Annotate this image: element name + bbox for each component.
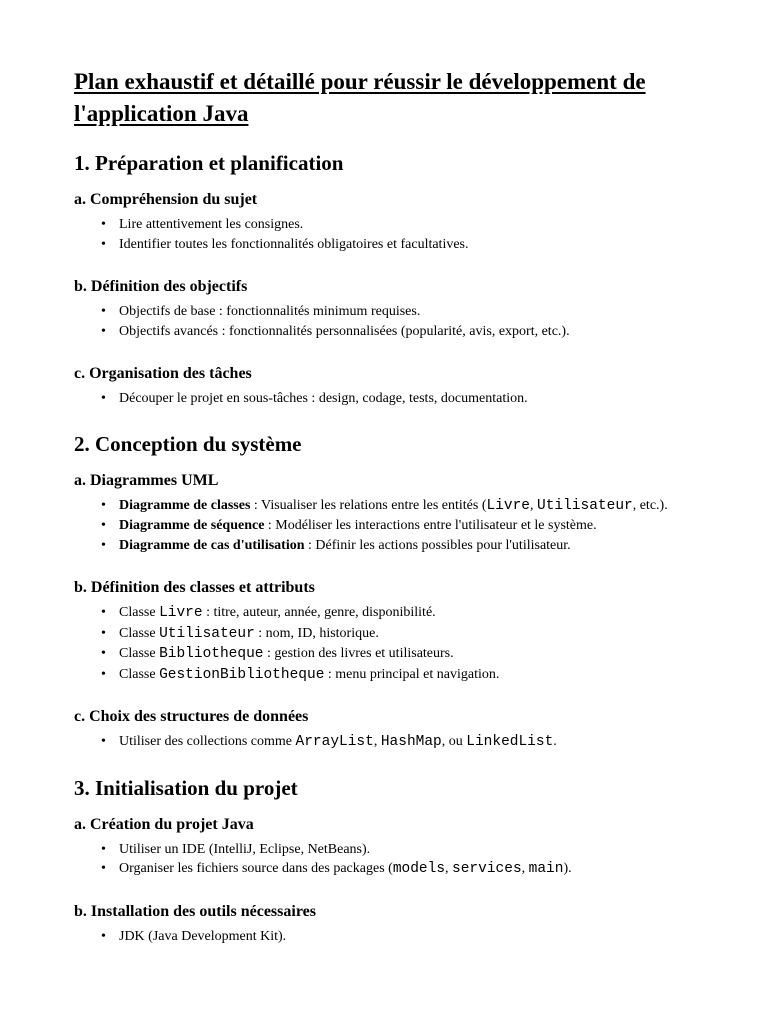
section-heading: 1. Préparation et planification xyxy=(74,151,344,175)
bullet-icon: • xyxy=(101,391,106,406)
section-heading: 3. Initialisation du projet xyxy=(74,775,298,800)
subsection-heading: b. Définition des objectifs xyxy=(74,278,248,295)
list-item: • JDK (Java Development Kit). xyxy=(74,927,714,947)
subsection-heading: a. Diagrammes UML xyxy=(74,471,219,489)
subsection-heading: c. Organisation des tâches xyxy=(74,365,252,382)
list-item: • Objectifs avancés : fonctionnalités personnalisées (popularité, avis, export, etc.). xyxy=(74,322,714,342)
subsection-heading: c. Choix des structures de données xyxy=(74,708,309,725)
list-item: • Utiliser des collections comme ArrayList, HashMap, ou LinkedList. xyxy=(101,734,557,750)
bullet-icon: • xyxy=(101,625,106,641)
list-item: • Diagramme de séquence : Modéliser les interactions entre l'utilisateur et le système. xyxy=(74,516,714,536)
document-page xyxy=(74,66,714,946)
bullet-icon: • xyxy=(101,236,106,252)
bullet-icon: • xyxy=(101,304,106,319)
bullet-list xyxy=(74,302,714,341)
subsection-heading: b. Installation des outils nécessaires xyxy=(74,902,316,920)
bullet-list xyxy=(74,732,714,753)
bullet-icon: • xyxy=(101,861,106,876)
document-title: Plan exhaustif et détaillé pour réussir le développement de l'application Java xyxy=(74,69,646,126)
list-item: • Classe GestionBibliotheque : menu principal et navigation. xyxy=(74,665,714,686)
bullet-list xyxy=(74,496,714,556)
list-item: • Classe Utilisateur : nom, ID, historique. xyxy=(74,624,714,645)
bullet-icon: • xyxy=(101,217,106,232)
list-item: • Lire attentivement les consignes. xyxy=(74,215,714,235)
bullet-list xyxy=(74,840,714,880)
section-initialisation xyxy=(74,775,714,947)
bullet-icon: • xyxy=(101,841,106,857)
bullet-icon: • xyxy=(101,734,106,749)
list-item: • Organiser les fichiers source dans des packages (models, services, main). xyxy=(101,861,572,877)
subsection-heading: b. Définition des classes et attributs xyxy=(74,579,315,596)
list-item: • Classe Bibliotheque : gestion des livres et utilisateurs. xyxy=(74,644,714,665)
section-preparation xyxy=(74,150,714,409)
section-conception xyxy=(74,431,714,753)
bullet-icon: • xyxy=(101,928,106,944)
bullet-icon: • xyxy=(101,323,106,339)
list-item: • Classe Livre : titre, auteur, année, genre, disponibilité. xyxy=(74,603,714,624)
list-item: • Diagramme de classes : Visualiser les relations entre les entités (Livre, Utilisateur, etc.). xyxy=(101,497,668,514)
list-item: • Diagramme de cas d'utilisation : Définir les actions possibles pour l'utilisateur. xyxy=(74,536,714,556)
bullet-list xyxy=(74,389,714,409)
list-item: • Découper le projet en sous-tâches : design, codage, tests, documentation. xyxy=(74,389,714,409)
bullet-icon: • xyxy=(101,497,106,513)
section-heading: 2. Conception du système xyxy=(74,431,302,456)
list-item: • Utiliser un IDE (IntelliJ, Eclipse, NetBeans). xyxy=(74,840,714,860)
bullet-icon: • xyxy=(101,518,106,533)
bullet-icon: • xyxy=(101,537,106,553)
bullet-icon: • xyxy=(101,605,106,620)
subsection-heading: a. Création du projet Java xyxy=(74,815,254,833)
subsection-heading: a. Compréhension du sujet xyxy=(74,191,258,208)
bullet-icon: • xyxy=(101,666,106,682)
list-item: • Objectifs de base : fonctionnalités minimum requises. xyxy=(74,302,714,322)
bullet-list xyxy=(74,215,714,254)
bullet-icon: • xyxy=(101,646,106,661)
bullet-list xyxy=(74,927,714,947)
bullet-list xyxy=(74,603,714,685)
list-item: • Identifier toutes les fonctionnalités obligatoires et facultatives. xyxy=(74,235,714,255)
